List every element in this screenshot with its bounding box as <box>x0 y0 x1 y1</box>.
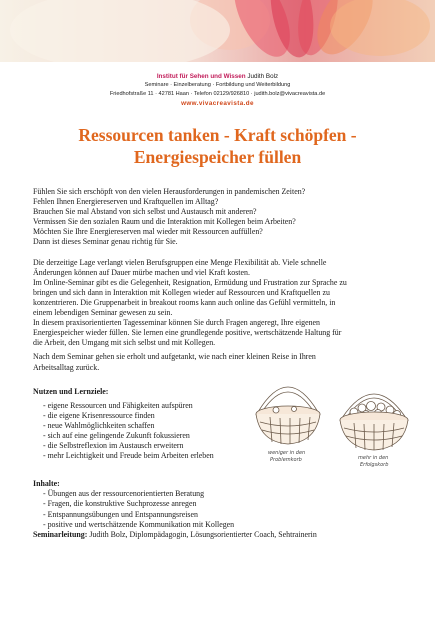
body-line: Im Online-Seminar gibt es die Gelegenheit, Resignation, Ermüdung und Frustration zur Sprache zu <box>33 277 347 287</box>
petal-graphic-icon <box>0 0 435 62</box>
seminar-lead-label: Seminarleitung: <box>33 529 88 539</box>
goals-heading: Nutzen und Lernziele: <box>33 386 109 396</box>
intro-line: Fühlen Sie sich erschöpft von den vielen Herausforderungen in pandemischen Zeiten? <box>33 187 306 196</box>
problem-basket-icon <box>256 387 320 444</box>
list-item: - die Selbstreflexion im Austausch erweitern <box>43 441 405 451</box>
list-item: - Fragen, die konstruktive Suchprozesse anregen <box>43 499 405 509</box>
website-link[interactable]: www.vivacreavista.de <box>181 100 254 107</box>
success-basket-icon <box>340 394 408 450</box>
main-content <box>33 187 405 540</box>
intro-line: Möchten Sie Ihre Energiereserven mal wieder mit Ressourcen auffüllen? <box>33 227 263 237</box>
list-item: - die eigene Krisenressource finden <box>43 411 405 421</box>
intro-line: Fehlen Ihnen Energiereserven und Kraftquellen im Alltag? <box>33 197 219 207</box>
seminar-lead <box>33 530 405 540</box>
page-title <box>20 124 415 168</box>
contents-list <box>33 489 405 529</box>
basket-caption-right-2: Erfolgskorb <box>360 462 389 468</box>
list-item: - positive und wertschätzende Kommunikation mit Kollegen <box>43 520 405 530</box>
body-line: konzentrieren. Die Gruppenarbeit in breakout rooms kann auch online das Gefühl vermitteln, in <box>33 297 336 307</box>
list-item: - sich auf eine gelingende Zukunft fokussieren <box>43 431 405 441</box>
intro-line: Vermissen Sie den sozialen Raum und die Interaktion mit Kollegen beim Arbeiten? <box>33 217 296 227</box>
contents-heading: Inhalte: <box>33 479 60 489</box>
title-line-2: Energiespeicher füllen <box>133 147 302 167</box>
list-item: - eigene Ressourcen und Fähigkeiten aufspüren <box>43 401 405 411</box>
body-line: Energiespeicher wieder füllen. Sie lernen eine grundlegende positive, wertschätzende Haltung für <box>33 328 342 338</box>
body-line: einem lebendigen Seminar gewesen zu sein. <box>33 308 173 318</box>
body-line: die Arbeit, den Umgang mit sich selbst und mit Kollegen. <box>33 338 216 348</box>
baskets-drawing-icon <box>250 370 415 468</box>
list-item: - mehr Leichtigkeit und Freude beim Arbeiten erleben <box>43 451 405 461</box>
organization-name: Institut für Sehen und Wissen <box>156 73 246 80</box>
title-line-1: Ressourcen tanken - Kraft schöpfen - <box>78 125 357 145</box>
intro-questions <box>33 187 405 248</box>
seminar-lead-text: Judith Bolz, Diplompädagogin, Lösungsorientierter Coach, Sehtrainerin <box>89 529 317 539</box>
body-line: In diesem praxisorientierten Tagesseminar können Sie durch Fragen angeregt, Ihre eigenen <box>33 318 320 328</box>
letterhead <box>0 72 435 108</box>
body-line: bringen und sich dann in Interaktion mit Kollegen wieder auf Ressourcen und Kraftquellen zu <box>33 287 330 297</box>
intro-line: Dann ist dieses Seminar genau richtig für Sie. <box>33 237 178 247</box>
header-banner <box>0 0 435 62</box>
address-line: Friedhofstraße 11 · 42781 Haan · Telefon 02129/926810 · judith.bolz@vivacreavista.de <box>109 91 326 97</box>
closing-line: Arbeitsalltag zurück. <box>33 362 100 372</box>
basket-caption-left-1: weniger in den <box>268 450 306 456</box>
body-line: Die derzeitige Lage verlangt vielen Berufsgruppen eine Menge Flexibilität ab. Viele schnelle <box>33 257 327 267</box>
basket-caption-left-2: Problemkorb <box>270 457 302 463</box>
list-item: - neue Wahlmöglichkeiten schaffen <box>43 421 405 431</box>
intro-line: Brauchen Sie mal Abstand von sich selbst und Austausch mit anderen? <box>33 207 257 217</box>
list-item: - Übungen aus der ressourcenorientierten Beratung <box>43 489 405 499</box>
services-line: Seminare · Einzelberatung · Fortbildung und Weiterbildung <box>144 82 291 88</box>
basket-illustration <box>250 370 415 468</box>
body-line: Änderungen können auf Dauer mürbe machen und viel Kraft kosten. <box>33 267 250 277</box>
description-paragraph <box>33 258 405 349</box>
owner-name: Judith Bolz <box>247 73 279 80</box>
closing-line: Nach dem Seminar gehen sie erholt und aufgetankt, wie nach einer kleinen Reise in Ihren <box>33 352 316 362</box>
list-item: - Entspannungsübungen und Entspannungsreisen <box>43 510 405 520</box>
basket-caption-right-1: mehr in den <box>358 455 389 461</box>
